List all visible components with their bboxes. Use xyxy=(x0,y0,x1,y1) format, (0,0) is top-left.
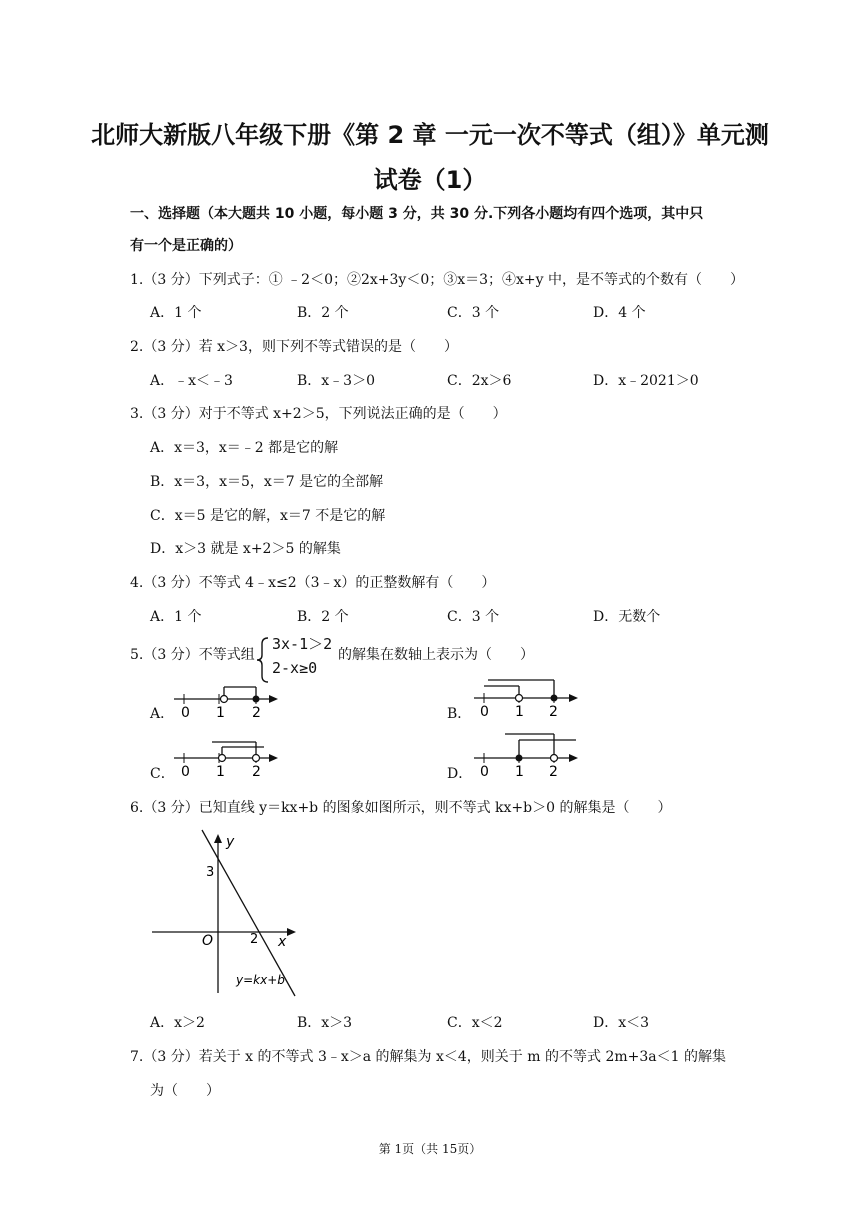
q5-option-c-number-line xyxy=(172,736,282,780)
q5a-tick-2: 2 xyxy=(252,705,261,720)
q2-option-b: B．x﹣3＞0 xyxy=(297,373,375,389)
q4-stem: 4.（3 分）不等式 4﹣x≤2（3﹣x）的正整数解有（ ） xyxy=(130,575,496,591)
q6-option-a: A．x＞2 xyxy=(150,1015,205,1031)
q5b-tick-2: 2 xyxy=(549,704,558,720)
section-heading-line2: 有一个是正确的） xyxy=(130,238,242,254)
q5-stem-prefix: 5.（3 分）不等式组 xyxy=(130,647,255,663)
q5-option-d-number-line xyxy=(472,730,582,780)
q2-stem: 2.（3 分）若 x＞3，则下列不等式错误的是（ ） xyxy=(130,339,458,355)
q7-stem-line2: 为（ ） xyxy=(150,1083,220,1099)
q5-option-a-number-line xyxy=(172,680,282,720)
q5-option-c-label: C． xyxy=(150,766,175,782)
q5-option-b-label: B． xyxy=(447,706,472,722)
q2-option-a: A．﹣x＜﹣3 xyxy=(150,373,233,389)
q1-stem: 1.（3 分）下列式子：① ﹣2＜0；②2x+3y＜0；③x＝3；④x+y 中，是不等式的个数有（ ） xyxy=(130,272,745,288)
q5b-tick-0: 0 xyxy=(480,704,489,720)
q5-option-d-label: D． xyxy=(447,766,473,782)
page-title-line2: 试卷（1） xyxy=(373,166,487,194)
q6-stem: 6.（3 分）已知直线 y＝kx+b 的图象如图所示，则不等式 kx+b＞0 的解集是（ ） xyxy=(130,800,672,816)
q5c-tick-1: 1 xyxy=(216,764,225,780)
q5a-tick-0: 0 xyxy=(181,705,190,720)
q1-option-a: A．1 个 xyxy=(150,305,202,321)
q6-option-c: C．x＜2 xyxy=(447,1015,503,1031)
page-footer: 第 1页（共 15页） xyxy=(378,1142,482,1156)
q6-x-axis-label: x xyxy=(278,934,287,950)
q5d-tick-2: 2 xyxy=(549,764,558,780)
q3-option-a: A．x＝3，x＝﹣2 都是它的解 xyxy=(150,440,339,456)
q5-system-line1: 3x-1＞2 xyxy=(272,635,333,653)
section-heading-line1: 一、选择题（本大题共 10 小题，每小题 3 分，共 30 分.下列各小题均有四个选项，其中只 xyxy=(130,206,704,222)
q6-origin-label: O xyxy=(202,933,214,949)
q6-linear-graph xyxy=(150,828,300,1000)
q5-option-a-label: A． xyxy=(150,706,175,722)
q3-option-b: B．x＝3，x＝5，x＝7 是它的全部解 xyxy=(150,474,384,490)
q7-stem-line1: 7.（3 分）若关于 x 的不等式 3﹣x＞a 的解集为 x＜4，则关于 m 的不等式 2m+3a＜1 的解集 xyxy=(130,1049,726,1065)
q5b-tick-1: 1 xyxy=(515,704,524,720)
q5a-tick-1: 1 xyxy=(216,705,225,720)
q1-option-c: C．3 个 xyxy=(447,305,500,321)
q2-option-d: D．x﹣2021＞0 xyxy=(593,373,699,389)
q5-stem-suffix: 的解集在数轴上表示为（ ） xyxy=(338,647,534,663)
q6-x-intercept-label: 2 xyxy=(250,932,259,947)
q5-brace-icon xyxy=(256,636,270,684)
q1-option-b: B．2 个 xyxy=(297,305,349,321)
q1-option-d: D．4 个 xyxy=(593,305,646,321)
q6-line-label: y=kx+b xyxy=(236,973,285,987)
q6-y-intercept-label: 3 xyxy=(206,865,215,880)
q3-option-c: C．x＝5 是它的解，x＝7 不是它的解 xyxy=(150,508,386,524)
q5-system-line2: 2-x≥0 xyxy=(272,659,318,677)
q4-option-d: D．无数个 xyxy=(593,609,661,625)
q3-option-d: D．x＞3 就是 x+2＞5 的解集 xyxy=(150,541,341,557)
q4-option-c: C．3 个 xyxy=(447,609,500,625)
q3-stem: 3.（3 分）对于不等式 x+2＞5，下列说法正确的是（ ） xyxy=(130,406,507,422)
q5c-tick-2: 2 xyxy=(252,764,261,780)
q6-y-axis-label: y xyxy=(226,834,235,850)
q5d-tick-0: 0 xyxy=(480,764,489,780)
q4-option-b: B．2 个 xyxy=(297,609,349,625)
page-title-line1: 北师大新版八年级下册《第 2 章 一元一次不等式（组）》单元测 xyxy=(91,121,769,149)
q4-option-a: A．1 个 xyxy=(150,609,202,625)
q5c-tick-0: 0 xyxy=(181,764,190,780)
q6-option-b: B．x＞3 xyxy=(297,1015,353,1031)
q6-option-d: D．x＜3 xyxy=(593,1015,650,1031)
q5d-tick-1: 1 xyxy=(515,764,524,780)
q5-option-b-number-line xyxy=(472,674,582,720)
q2-option-c: C．2x＞6 xyxy=(447,373,512,389)
